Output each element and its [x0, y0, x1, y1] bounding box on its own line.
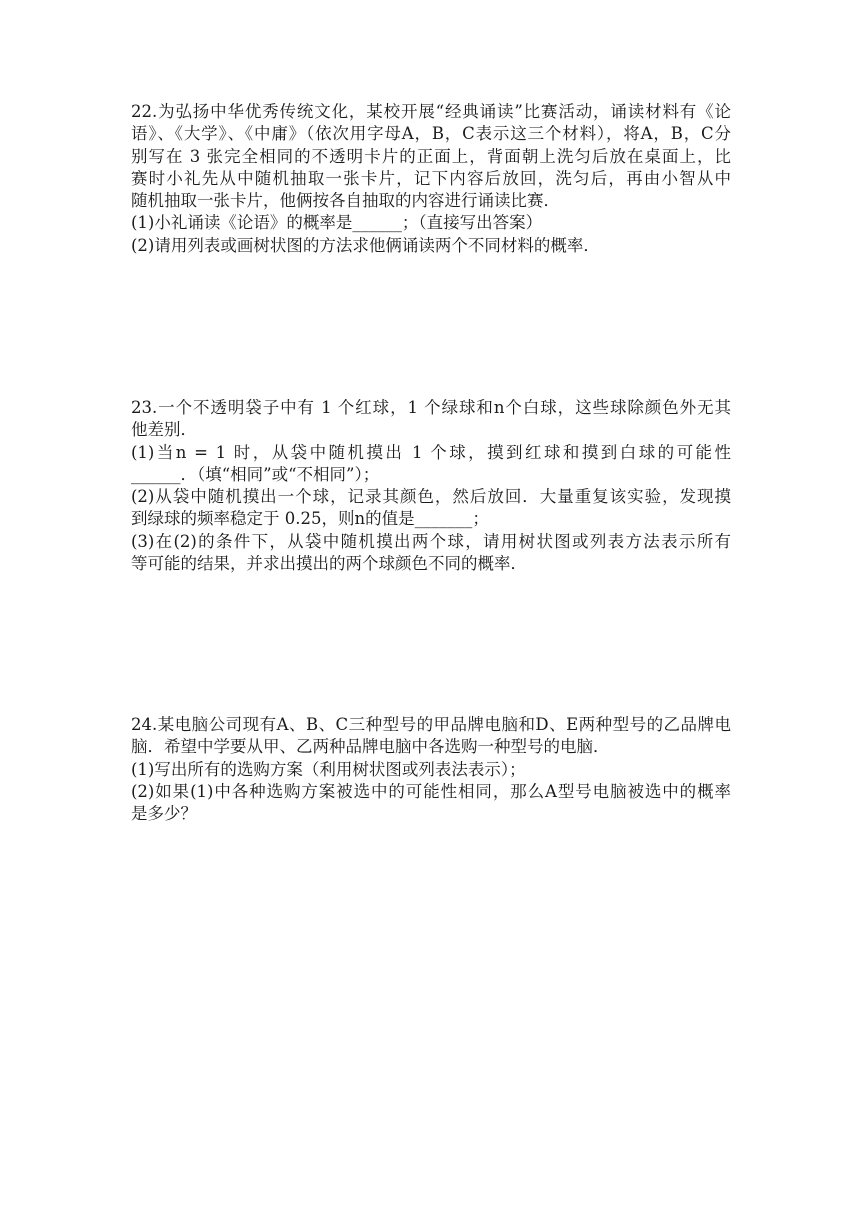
question-23-part-2: (2)从袋中随机摸出一个球，记录其颜色，然后放回．大量重复该实验，发现摸	[131, 487, 731, 507]
question-23-part-3-cont: 等可能的结果，并求出摸出的两个球颜色不同的概率．	[131, 554, 527, 574]
question-24-part-2-cont: 是多少？	[131, 804, 197, 824]
question-23-part-2-cont: 到绿球的频率稳定于 0.25，则n的值是_______；	[131, 509, 489, 529]
question-22-part-2: (2)请用列表或画树状图的方法求他俩诵读两个不同材料的概率．	[131, 235, 600, 255]
question-23-line-2: 他差别．	[131, 420, 197, 440]
question-23-part-1: (1)当n = 1 时，从袋中随机摸出 1 个球，摸到红球和摸到白球的可能性	[131, 442, 731, 462]
question-22-line-2: 语》、《大学》、《中庸》（依次用字母A，B，C表示这三个材料），将A，B，C分	[131, 124, 731, 144]
question-23-part-1-cont: ______．（填“相同”或“不相同”）；	[131, 464, 380, 484]
question-23-line-1: 23.一个不透明袋子中有 1 个红球，1 个绿球和n个白球，这些球除颜色外无其	[131, 398, 731, 417]
question-24-line-2: 脑．希望中学要从甲、乙两种品牌电脑中各选购一种型号的电脑．	[131, 737, 610, 757]
question-22-line-3: 别写在 3 张完全相同的不透明卡片的正面上，背面朝上洗匀后放在桌面上，比	[131, 146, 731, 166]
question-24-part-2: (2)如果(1)中各种选购方案被选中的可能性相同，那么A型号电脑被选中的概率	[131, 781, 731, 801]
question-24-line-1: 24.某电脑公司现有A、B、C三种型号的甲品牌电脑和D、E两种型号的乙品牌电	[131, 715, 731, 734]
question-24	[131, 714, 731, 825]
question-22-line-1: 22.为弘扬中华优秀传统文化，某校开展“经典诵读”比赛活动，诵读材料有《论	[131, 102, 731, 121]
question-22-part-1: (1)小礼诵读《论语》的概率是______；（直接写出答案）	[131, 213, 543, 233]
question-23-part-3: (3)在(2)的条件下，从袋中随机摸出两个球，请用树状图或列表方法表示所有	[131, 531, 731, 551]
question-23	[131, 397, 731, 575]
question-22-line-5: 随机抽取一张卡片，他俩按各自抽取的内容进行诵读比赛．	[131, 191, 560, 211]
question-24-part-1: (1)写出所有的选购方案（利用树状图或列表法表示）；	[131, 759, 526, 779]
question-22-line-4: 赛时小礼先从中随机抽取一张卡片，记下内容后放回，洗匀后，再由小智从中	[131, 168, 731, 188]
question-22	[131, 101, 731, 257]
